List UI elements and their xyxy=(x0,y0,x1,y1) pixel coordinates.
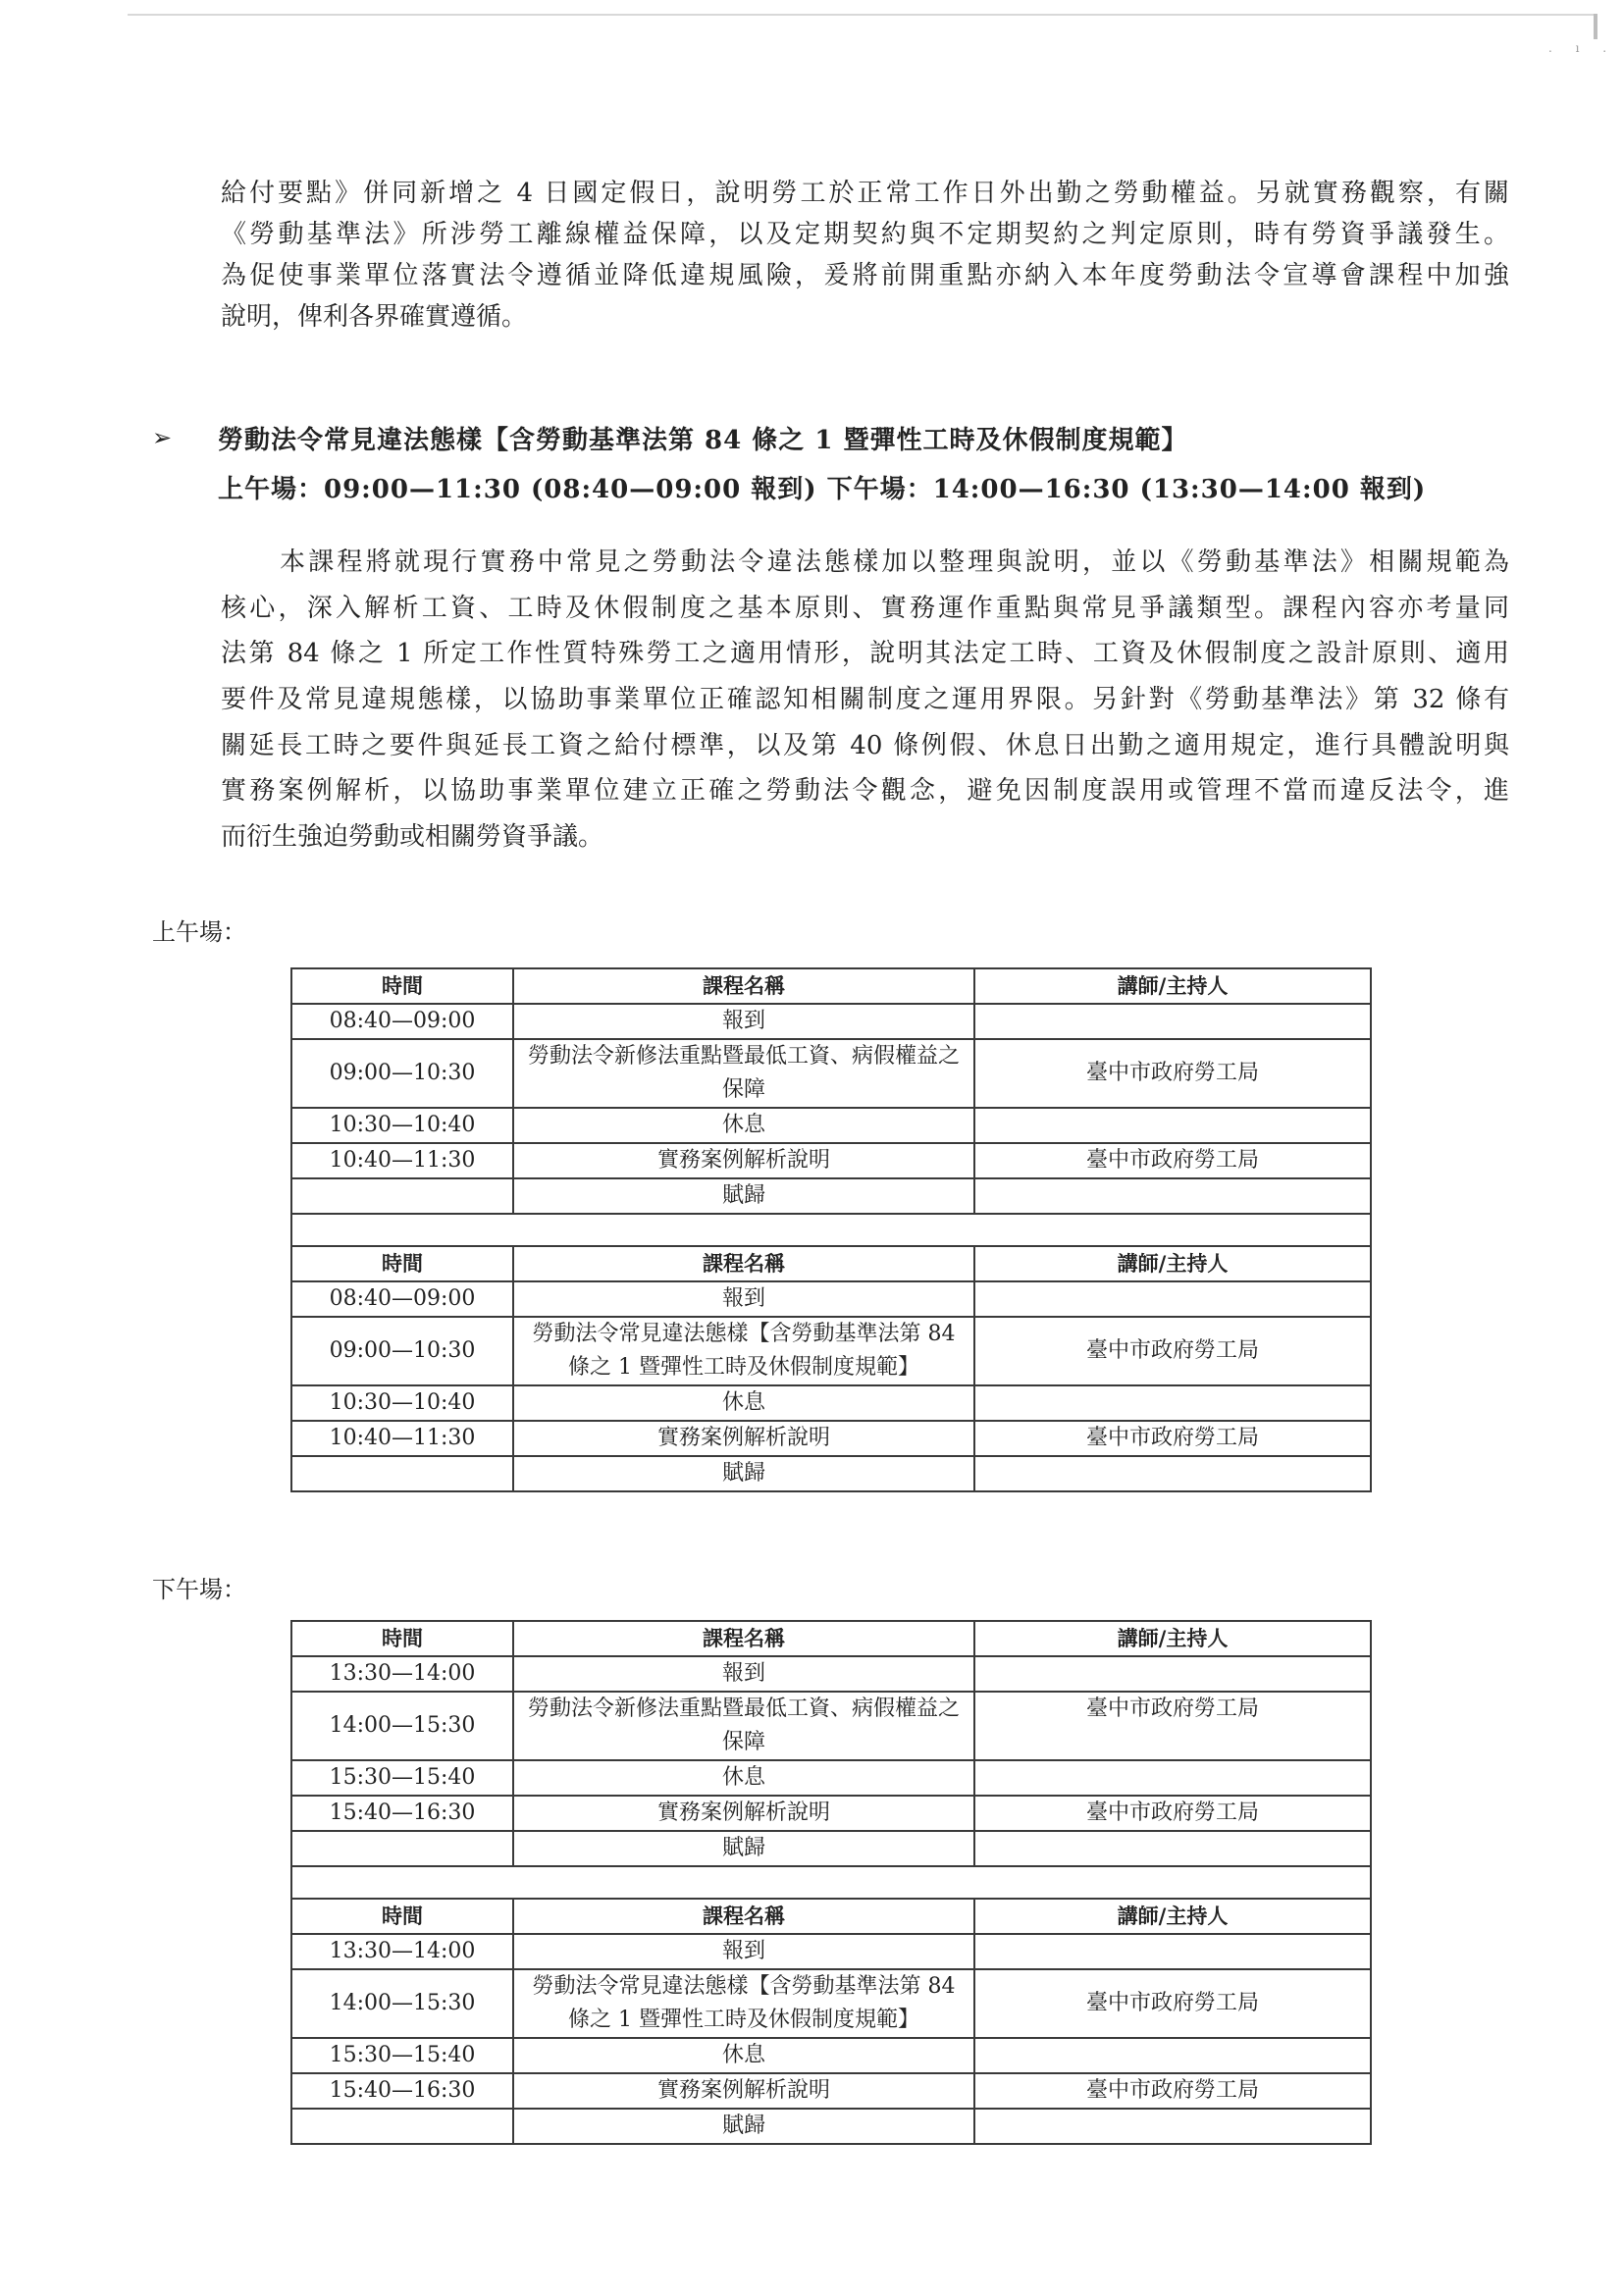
scan-edge-line xyxy=(128,14,1595,16)
course-cell: 實務案例解析說明 xyxy=(513,1143,974,1178)
table-row xyxy=(291,1456,1371,1491)
time-cell: 15:30—15:40 xyxy=(291,2038,513,2073)
description-line: 法第 84 條之 1 所定工作性質特殊勞工之適用情形，說明其法定工時、工資及休假制度之設計原則、適用 xyxy=(221,639,1509,669)
description-line: 實務案例解析，以協助事業單位建立正確之勞動法令觀念，避免因制度誤用或管理不當而違反法令，進 xyxy=(221,776,1509,807)
course-cell: 實務案例解析說明 xyxy=(513,2073,974,2109)
header-time: 時間 xyxy=(291,1246,513,1281)
speaker-cell xyxy=(974,2109,1371,2144)
course-description xyxy=(221,540,1509,861)
section-schedule: 上午場：09:00—11:30 (08:40—09:00 報到) 下午場：14:00—16:30 (13:30—14:00 報到) xyxy=(218,475,1427,504)
course-cell: 勞動法令新修法重點暨最低工資、病假權益之保障 xyxy=(513,1692,974,1760)
course-cell: 休息 xyxy=(513,2038,974,2073)
table-row xyxy=(291,1692,1371,1760)
header-time: 時間 xyxy=(291,1899,513,1934)
header-course: 課程名稱 xyxy=(513,968,974,1004)
header-course: 課程名稱 xyxy=(513,1899,974,1934)
course-cell: 休息 xyxy=(513,1385,974,1421)
table-row xyxy=(291,2109,1371,2144)
intro-paragraph xyxy=(221,173,1509,338)
table-header-row xyxy=(291,1246,1371,1281)
course-cell: 勞動法令常見違法態樣【含勞動基準法第 84 條之 1 暨彈性工時及休假制度規範】 xyxy=(513,1317,974,1385)
table-row xyxy=(291,1656,1371,1692)
header-time: 時間 xyxy=(291,968,513,1004)
arrowhead-bullet-icon: ➢ xyxy=(152,424,173,451)
table-header-row xyxy=(291,1899,1371,1934)
time-cell: 15:40—16:30 xyxy=(291,2073,513,2109)
table-row xyxy=(291,1760,1371,1796)
scan-specks: . ı . xyxy=(1548,41,1617,55)
course-cell: 報到 xyxy=(513,1656,974,1692)
speaker-cell: 臺中市政府勞工局 xyxy=(974,1317,1371,1385)
header-course: 課程名稱 xyxy=(513,1621,974,1656)
table-row xyxy=(291,1969,1371,2038)
course-cell: 報到 xyxy=(513,1281,974,1317)
table-row xyxy=(291,1831,1371,1866)
intro-line: 《勞動基準法》所涉勞工離線權益保障，以及定期契約與不定期契約之判定原則，時有勞資爭議發生。 xyxy=(221,220,1509,249)
afternoon-schedule-table xyxy=(290,1620,1372,2145)
header-time: 時間 xyxy=(291,1621,513,1656)
time-cell: 13:30—14:00 xyxy=(291,1934,513,1969)
time-cell: 10:30—10:40 xyxy=(291,1385,513,1421)
morning-schedule-table xyxy=(290,967,1372,1492)
table-row xyxy=(291,1317,1371,1385)
speaker-cell: 臺中市政府勞工局 xyxy=(974,1143,1371,1178)
speaker-cell: 臺中市政府勞工局 xyxy=(974,1421,1371,1456)
morning-session-label: 上午場： xyxy=(152,918,246,946)
table-header-row xyxy=(291,1621,1371,1656)
speaker-cell xyxy=(974,1456,1371,1491)
table-row xyxy=(291,1796,1371,1831)
separator-row xyxy=(291,1214,1371,1246)
speaker-cell: 臺中市政府勞工局 xyxy=(974,1969,1371,2038)
section-title: 勞動法令常見違法態樣【含勞動基準法第 84 條之 1 暨彈性工時及休假制度規範】 xyxy=(218,426,1188,455)
time-cell: 10:40—11:30 xyxy=(291,1421,513,1456)
time-cell xyxy=(291,1456,513,1491)
speaker-cell: 臺中市政府勞工局 xyxy=(974,1796,1371,1831)
course-cell: 勞動法令常見違法態樣【含勞動基準法第 84 條之 1 暨彈性工時及休假制度規範】 xyxy=(513,1969,974,2038)
speaker-cell xyxy=(974,1281,1371,1317)
table-row xyxy=(291,2038,1371,2073)
time-cell: 15:40—16:30 xyxy=(291,1796,513,1831)
speaker-cell xyxy=(974,1385,1371,1421)
table-row xyxy=(291,1281,1371,1317)
table-row xyxy=(291,1934,1371,1969)
course-cell: 賦歸 xyxy=(513,1178,974,1214)
time-cell: 08:40—09:00 xyxy=(291,1281,513,1317)
speaker-cell xyxy=(974,1178,1371,1214)
speaker-cell: 臺中市政府勞工局 xyxy=(974,1039,1371,1108)
speaker-cell xyxy=(974,1004,1371,1039)
course-cell: 實務案例解析說明 xyxy=(513,1421,974,1456)
description-line: 核心，深入解析工資、工時及休假制度之基本原則、實務運作重點與常見爭議類型。課程內容亦考量同 xyxy=(221,593,1509,623)
time-cell: 13:30—14:00 xyxy=(291,1656,513,1692)
header-course: 課程名稱 xyxy=(513,1246,974,1281)
course-cell: 賦歸 xyxy=(513,2109,974,2144)
intro-line: 為促使事業單位落實法令遵循並降低違規風險，爰將前開重點亦納入本年度勞動法令宣導會課程中加強 xyxy=(221,261,1509,290)
table-header-row xyxy=(291,968,1371,1004)
blank-separator-cell xyxy=(291,1866,1371,1899)
scan-corner-mark xyxy=(1594,14,1597,39)
table-row xyxy=(291,1421,1371,1456)
table-row xyxy=(291,1178,1371,1214)
time-cell: 14:00—15:30 xyxy=(291,1969,513,2038)
header-speaker: 講師/主持人 xyxy=(974,968,1371,1004)
speaker-cell xyxy=(974,1831,1371,1866)
speaker-cell xyxy=(974,1760,1371,1796)
intro-line: 說明，俾利各界確實遵循。 xyxy=(221,302,528,332)
course-cell: 報到 xyxy=(513,1934,974,1969)
header-speaker: 講師/主持人 xyxy=(974,1899,1371,1934)
speaker-cell xyxy=(974,1934,1371,1969)
time-cell: 10:30—10:40 xyxy=(291,1108,513,1143)
time-cell: 14:00—15:30 xyxy=(291,1692,513,1760)
table-row xyxy=(291,1385,1371,1421)
course-cell: 休息 xyxy=(513,1108,974,1143)
time-cell: 09:00—10:30 xyxy=(291,1039,513,1108)
time-cell: 10:40—11:30 xyxy=(291,1143,513,1178)
header-speaker: 講師/主持人 xyxy=(974,1621,1371,1656)
description-line: 而衍生強迫勞動或相關勞資爭議。 xyxy=(221,822,604,853)
description-line: 本課程將就現行實務中常見之勞動法令違法態樣加以整理與說明，並以《勞動基準法》相關規範為 xyxy=(280,548,1509,577)
table-row xyxy=(291,1039,1371,1108)
afternoon-session-label: 下午場： xyxy=(152,1576,246,1603)
blank-separator-cell xyxy=(291,1214,1371,1246)
description-line: 要件及常見違規態樣，以協助事業單位正確認知相關制度之運用界限。另針對《勞動基準法》第 32 條有 xyxy=(221,685,1509,715)
table-row xyxy=(291,1004,1371,1039)
time-cell xyxy=(291,1178,513,1214)
course-cell: 報到 xyxy=(513,1004,974,1039)
intro-line: 給付要點》併同新增之 4 日國定假日，說明勞工於正常工作日外出勤之勞動權益。另就實務觀察，有關 xyxy=(221,179,1509,208)
speaker-cell xyxy=(974,1108,1371,1143)
table-row xyxy=(291,1108,1371,1143)
speaker-cell: 臺中市政府勞工局 xyxy=(974,2073,1371,2109)
time-cell xyxy=(291,1831,513,1866)
time-cell: 08:40—09:00 xyxy=(291,1004,513,1039)
course-cell: 賦歸 xyxy=(513,1831,974,1866)
time-cell: 15:30—15:40 xyxy=(291,1760,513,1796)
separator-row xyxy=(291,1866,1371,1899)
course-cell: 勞動法令新修法重點暨最低工資、病假權益之保障 xyxy=(513,1039,974,1108)
time-cell: 09:00—10:30 xyxy=(291,1317,513,1385)
course-cell: 休息 xyxy=(513,1760,974,1796)
description-line: 關延長工時之要件與延長工資之給付標準，以及第 40 條例假、休息日出勤之適用規定，進行具體說明與 xyxy=(221,730,1509,760)
header-speaker: 講師/主持人 xyxy=(974,1246,1371,1281)
speaker-cell xyxy=(974,2038,1371,2073)
speaker-cell xyxy=(974,1656,1371,1692)
table-row xyxy=(291,2073,1371,2109)
speaker-cell: 臺中市政府勞工局 xyxy=(974,1692,1371,1760)
course-cell: 實務案例解析說明 xyxy=(513,1796,974,1831)
course-cell: 賦歸 xyxy=(513,1456,974,1491)
table-row xyxy=(291,1143,1371,1178)
time-cell xyxy=(291,2109,513,2144)
